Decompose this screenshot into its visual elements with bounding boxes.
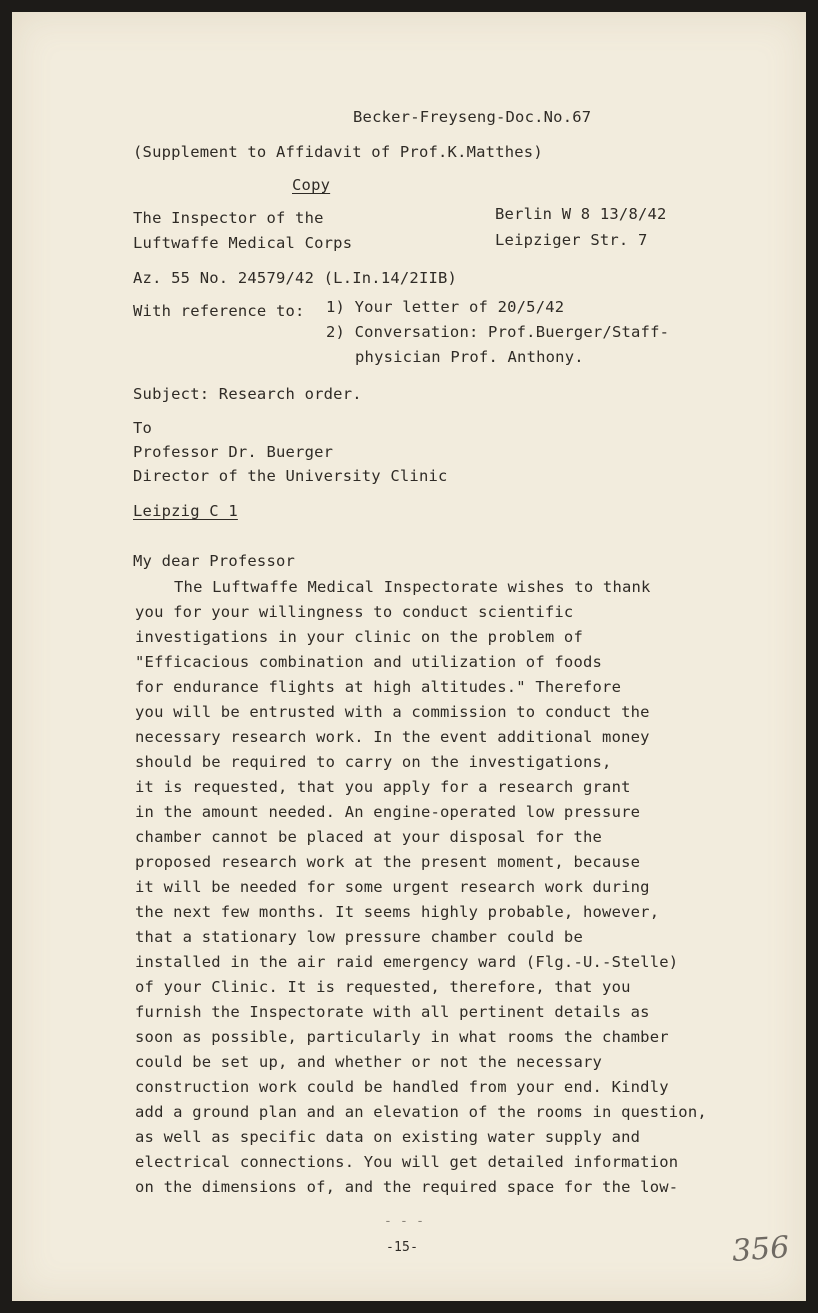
supplement-note: (Supplement to Affidavit of Prof.K.Matthes): [133, 143, 543, 161]
body-line: you will be entrusted with a commission to conduct the: [135, 703, 650, 721]
body-line: "Efficacious combination and utilization of foods: [135, 653, 603, 671]
with-reference-prefix: With reference to:: [133, 302, 305, 320]
body-line: of your Clinic. It is requested, therefore, that you: [135, 978, 631, 996]
subject-line: Subject: Research order.: [133, 385, 362, 403]
body-line: chamber cannot be placed at your disposal for the: [135, 828, 603, 846]
continuation-mark: - - -: [384, 1214, 425, 1229]
body-line: investigations in your clinic on the problem of: [135, 628, 583, 646]
body-line: it will be needed for some urgent research work during: [135, 878, 650, 896]
body-line: construction work could be handled from your end. Kindly: [135, 1078, 669, 1096]
body-line: it is requested, that you apply for a research grant: [135, 778, 631, 796]
body-line: electrical connections. You will get detailed information: [135, 1153, 679, 1171]
recipient-name: Professor Dr. Buerger: [133, 443, 334, 461]
body-line: necessary research work. In the event additional money: [135, 728, 650, 746]
body-line: installed in the air raid emergency ward (Flg.-U.-Stelle): [135, 953, 679, 971]
sender-line2: Luftwaffe Medical Corps: [133, 234, 353, 252]
body-line: soon as possible, particularly in what rooms the chamber: [135, 1028, 669, 1046]
body-line: proposed research work at the present moment, because: [135, 853, 641, 871]
body-line: add a ground plan and an elevation of the rooms in question,: [135, 1103, 707, 1121]
body-line: furnish the Inspectorate with all pertinent details as: [135, 1003, 650, 1021]
body-line: you for your willingness to conduct scientific: [135, 603, 574, 621]
document-page: [12, 12, 806, 1301]
body-line: could be set up, and whether or not the necessary: [135, 1053, 603, 1071]
body-line: for endurance flights at high altitudes." Therefore: [135, 678, 622, 696]
body-line: as well as specific data on existing water supply and: [135, 1128, 641, 1146]
salutation: My dear Professor: [133, 552, 296, 570]
reference-item-1: 1) Your letter of 20/5/42: [326, 298, 565, 316]
copy-label: Copy: [292, 176, 331, 194]
recipient-city: Leipzig C 1: [133, 502, 238, 520]
body-line: The Luftwaffe Medical Inspectorate wishes to thank: [174, 578, 651, 596]
location-street: Leipziger Str. 7: [495, 231, 648, 249]
doc-id: Becker-Freyseng-Doc.No.67: [353, 108, 592, 126]
body-line: should be required to carry on the investigations,: [135, 753, 612, 771]
reference-item-2: 2) Conversation: Prof.Buerger/Staff-: [326, 323, 670, 341]
sender-line1: The Inspector of the: [133, 209, 324, 227]
body-line: on the dimensions of, and the required space for the low-: [135, 1178, 679, 1196]
body-line: that a stationary low pressure chamber could be: [135, 928, 583, 946]
page-number: -15-: [386, 1240, 419, 1255]
recipient-title: Director of the University Clinic: [133, 467, 448, 485]
reference-item-2-cont: physician Prof. Anthony.: [355, 348, 584, 366]
reference-number: Az. 55 No. 24579/42 (L.In.14/2IIB): [133, 269, 458, 287]
to-label: To: [133, 419, 153, 437]
location-date: Berlin W 8 13/8/42: [495, 205, 667, 223]
body-line: the next few months. It seems highly probable, however,: [135, 903, 660, 921]
body-line: in the amount needed. An engine-operated low pressure: [135, 803, 641, 821]
handwritten-page-number: 356: [730, 1230, 791, 1269]
